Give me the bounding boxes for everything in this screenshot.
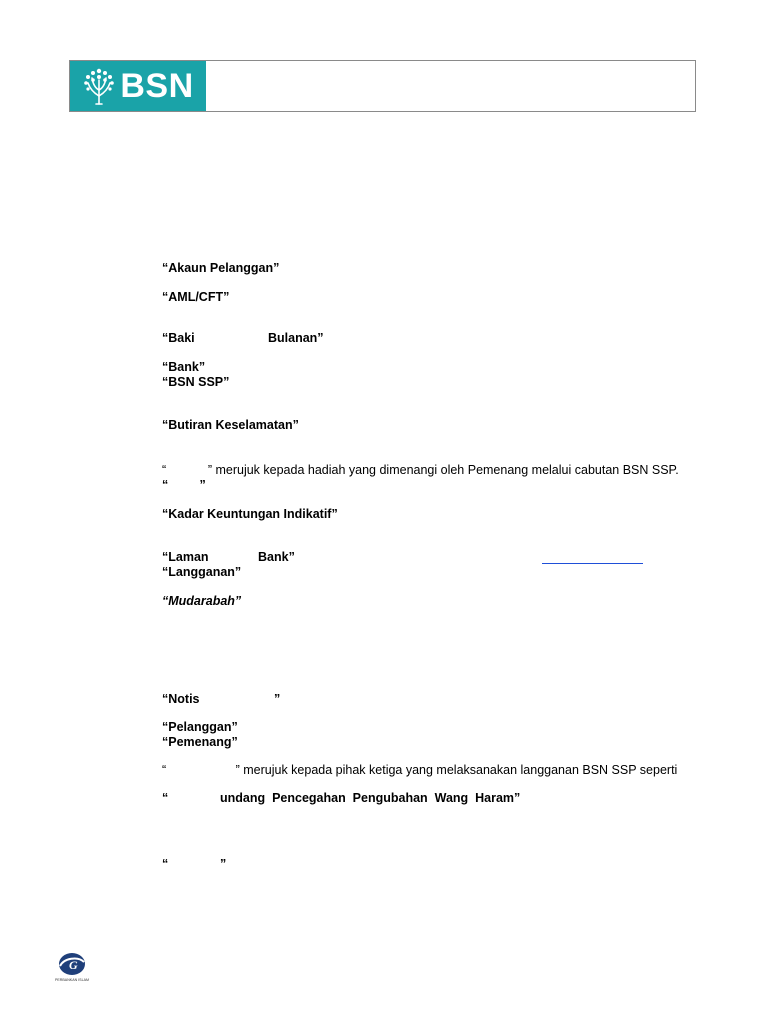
- term-undang: undang Pencegahan Pengubahan Wang Haram”: [220, 791, 521, 805]
- term-laman-open: “Laman: [162, 550, 209, 564]
- term-last-open: “: [162, 857, 169, 871]
- term-aml-cft: “AML/CFT”: [162, 290, 230, 304]
- document-header: [69, 60, 696, 112]
- term-akaun-pelanggan: “Akaun Pelanggan”: [162, 261, 280, 275]
- term-baki-open: “Baki: [162, 331, 195, 345]
- term-undang-open: “: [162, 791, 169, 805]
- term-pelanggan: “Pelanggan”: [162, 720, 238, 734]
- term-mudarabah: “Mudarabah”: [162, 594, 242, 608]
- website-link-underline[interactable]: [542, 563, 643, 564]
- term-butiran-keselamatan: “Butiran Keselamatan”: [162, 418, 299, 432]
- term-bsn-ssp: “BSN SSP”: [162, 375, 230, 389]
- term-langganan: “Langganan”: [162, 565, 242, 579]
- term-blank-quote: “ ”: [162, 478, 206, 492]
- svg-text:G: G: [69, 958, 78, 972]
- tree-logo-icon: [82, 66, 116, 106]
- term-pemenang: “Pemenang”: [162, 735, 238, 749]
- term-kadar-keuntungan: “Kadar Keuntungan Indikatif”: [162, 507, 338, 521]
- term-notis-open: “Notis: [162, 692, 200, 706]
- definition-hadiah: “ ” merujuk kepada hadiah yang dimenangi oleh Pemenang melalui cabutan BSN SSP.: [162, 463, 679, 477]
- term-bank: “Bank”: [162, 360, 206, 374]
- bsn-logo: [70, 61, 206, 111]
- term-laman-close: Bank”: [258, 550, 295, 564]
- term-last-close: ”: [220, 857, 227, 871]
- definition-pihak-ketiga: “ ” merujuk kepada pihak ketiga yang melaksanakan langganan BSN SSP seperti: [162, 763, 678, 777]
- perbankan-islam-logo-icon: [54, 950, 90, 986]
- footer-logo-caption: PERBANKAN ISLAM: [55, 978, 89, 982]
- term-baki-close: Bulanan”: [268, 331, 324, 345]
- bsn-logo-text: BSN: [120, 67, 194, 105]
- term-notis-close: ”: [274, 692, 281, 706]
